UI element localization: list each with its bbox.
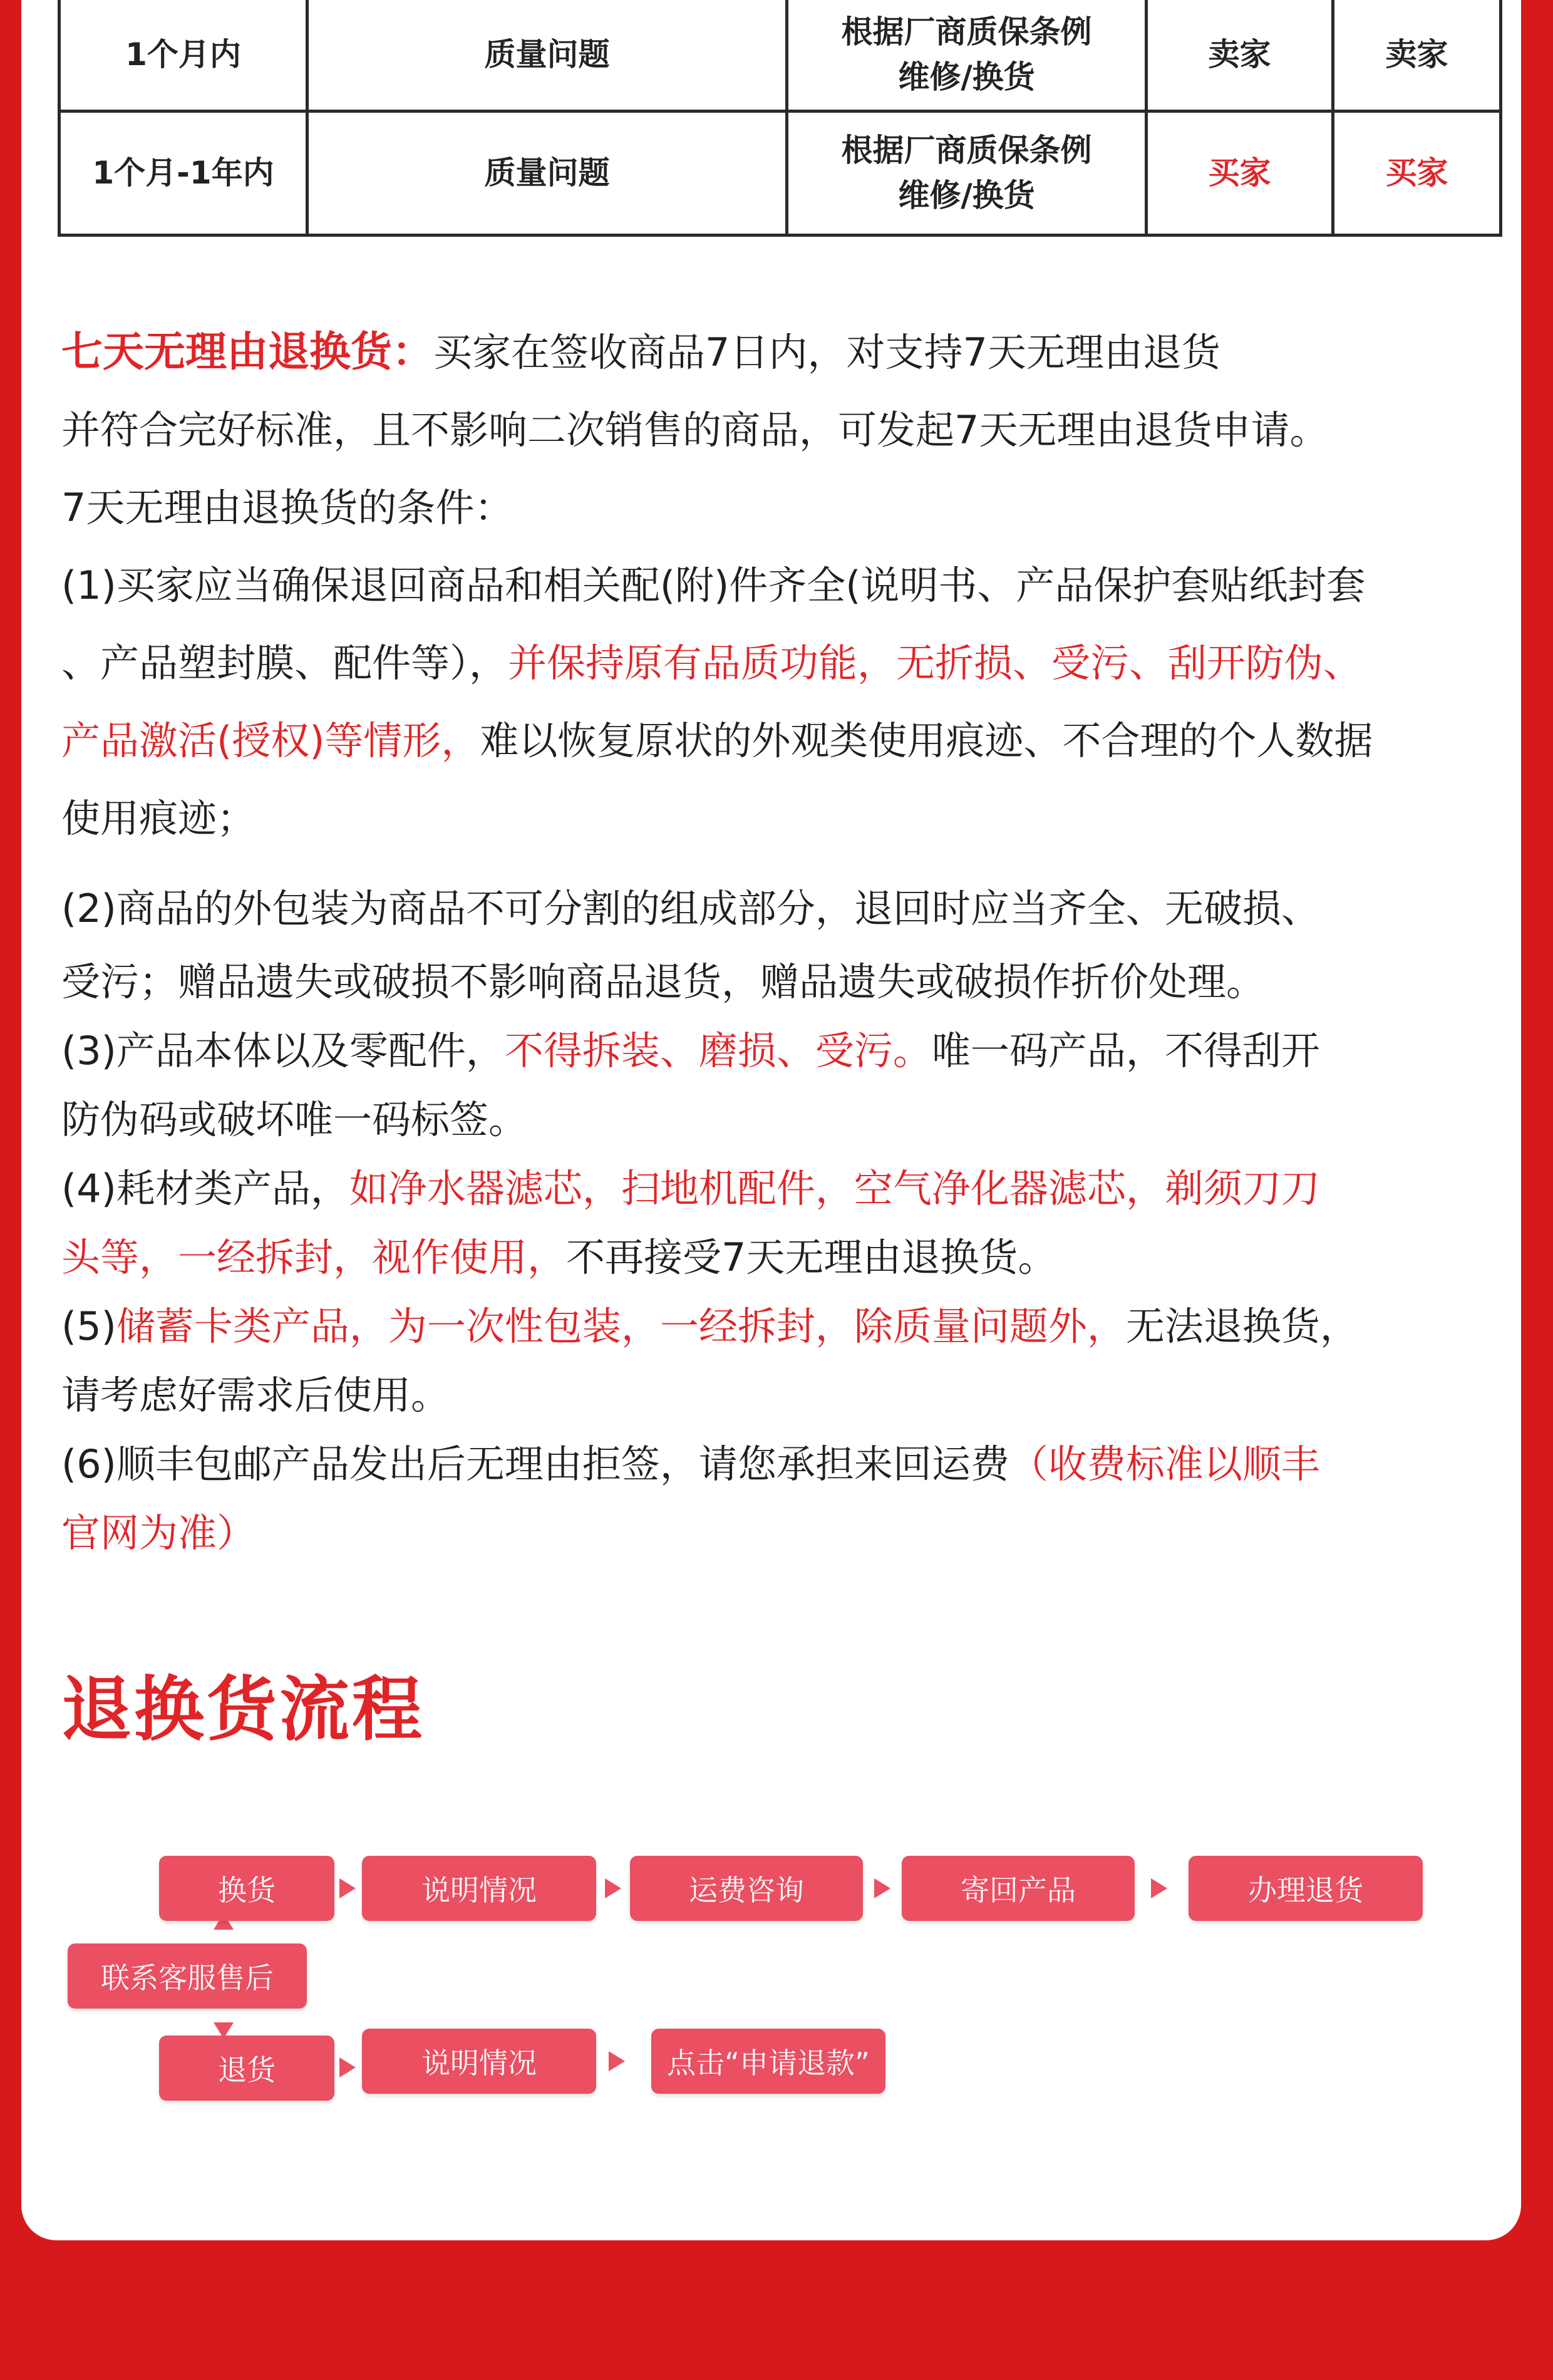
- condition-2: 受污；赠品遗失或破损不影响商品退货，赠品遗失或破损作折价处理。: [61, 959, 1266, 1005]
- cost-cell: 卖家: [1147, 0, 1333, 111]
- arrow-right-icon: [609, 2051, 625, 2071]
- condition-text: 不再接受7天无理由退换货。: [566, 1234, 1057, 1280]
- policy-heading: 七天无理由退换货：: [61, 328, 433, 376]
- condition-3: 防伪码或破坏唯一码标签。: [61, 1097, 528, 1142]
- condition-1: [61, 702, 1533, 780]
- policy-intro-line: [61, 313, 1533, 391]
- condition-4: [61, 1223, 1533, 1292]
- condition-text: (3)产品本体以及零配件，: [61, 1028, 505, 1074]
- conditions-title: 7天无理由退换货的条件：: [61, 485, 513, 530]
- arrow-right-icon: [605, 1878, 621, 1898]
- policy-cell: [787, 0, 1147, 111]
- policy-intro-line: 并符合完好标准，且不影响二次销售的商品，可发起7天无理由退货申请。: [61, 407, 1329, 453]
- policy-line: 根据厂商质保条例: [841, 13, 1092, 50]
- condition-6: 官网为准）: [61, 1510, 256, 1556]
- cost-cell: 买家: [1147, 111, 1333, 235]
- condition-1: [61, 624, 1533, 702]
- warranty-table: [58, 0, 1502, 237]
- exchange-step-box: 办理退货: [1189, 1856, 1423, 1921]
- table-row: [59, 111, 1501, 235]
- condition-1: 使用痕迹；: [61, 795, 256, 841]
- condition-text: 唯一码产品，不得刮开: [931, 1028, 1320, 1074]
- condition-4: [61, 1154, 1533, 1223]
- condition-5: [61, 1292, 1533, 1361]
- period-cell: 1个月内: [59, 0, 307, 111]
- condition-text: 无法退换货，: [1125, 1303, 1359, 1349]
- exchange-step-box: 换货: [159, 1856, 334, 1921]
- arrow-right-icon: [339, 2057, 356, 2077]
- exchange-step-box: 运费咨询: [630, 1856, 863, 1921]
- condition-highlight: 并保持原有品质功能，无折损、受污、刮开防伪、: [508, 640, 1363, 686]
- return-step-box: 点击“申请退款”: [651, 2029, 885, 2094]
- return-policy: [61, 313, 1533, 1568]
- period-cell: 1个月-1年内: [59, 111, 307, 235]
- process-start-box: 联系客服售后: [68, 1943, 307, 2009]
- exchange-step-box: 寄回产品: [902, 1856, 1135, 1921]
- condition-text: (4)耗材类产品，: [61, 1166, 349, 1211]
- condition-1: (1)买家应当确保退回商品和相关配(附)件齐全(说明书、产品保护套贴纸封套: [61, 562, 1366, 608]
- policy-line: 维修/换货: [898, 177, 1035, 214]
- condition-highlight: （收费标准以顺丰: [1009, 1441, 1320, 1487]
- return-step-box: 说明情况: [362, 2029, 596, 2094]
- policy-line: 根据厂商质保条例: [841, 132, 1092, 168]
- condition-text: 难以恢复原状的外观类使用痕迹、不合理的个人数据: [480, 718, 1373, 763]
- condition-text: (6)顺丰包邮产品发出后无理由拒签，请您承担来回运费: [61, 1441, 1009, 1487]
- issue-cell: 质量问题: [307, 0, 787, 111]
- arrow-right-icon: [339, 1878, 356, 1898]
- table-row: [59, 0, 1501, 111]
- process-title: 退换货流程: [61, 1669, 425, 1751]
- arrow-right-icon: [874, 1878, 890, 1898]
- condition-text: (5): [61, 1303, 116, 1349]
- condition-3: [61, 1017, 1533, 1085]
- policy-cell: [787, 111, 1147, 235]
- condition-highlight: 产品激活(授权)等情形，: [61, 718, 480, 763]
- condition-5: 请考虑好需求后使用。: [61, 1372, 450, 1418]
- condition-highlight: 不得拆装、磨损、受污。: [504, 1028, 932, 1074]
- cost-cell: 卖家: [1333, 0, 1501, 111]
- policy-line: 维修/换货: [898, 59, 1035, 96]
- return-step-box: 退货: [159, 2036, 334, 2101]
- policy-intro-text: 买家在签收商品7日内，对支持7天无理由退货: [433, 329, 1220, 375]
- exchange-step-box: 说明情况: [362, 1856, 596, 1921]
- condition-highlight: 头等，一经拆封，视作使用，: [61, 1234, 567, 1280]
- condition-6: [61, 1430, 1533, 1499]
- condition-text: 、产品塑封膜、配件等），: [61, 640, 508, 686]
- condition-highlight: 如净水器滤芯，扫地机配件，空气净化器滤芯，剃须刀刀: [349, 1166, 1320, 1211]
- condition-2: (2)商品的外包装为商品不可分割的组成部分，退回时应当齐全、无破损、: [61, 886, 1320, 931]
- arrow-right-icon: [1151, 1878, 1167, 1898]
- issue-cell: 质量问题: [307, 111, 787, 235]
- cost-cell: 买家: [1333, 111, 1501, 235]
- condition-highlight: 储蓄卡类产品，为一次性包装，一经拆封，除质量问题外，: [116, 1303, 1126, 1349]
